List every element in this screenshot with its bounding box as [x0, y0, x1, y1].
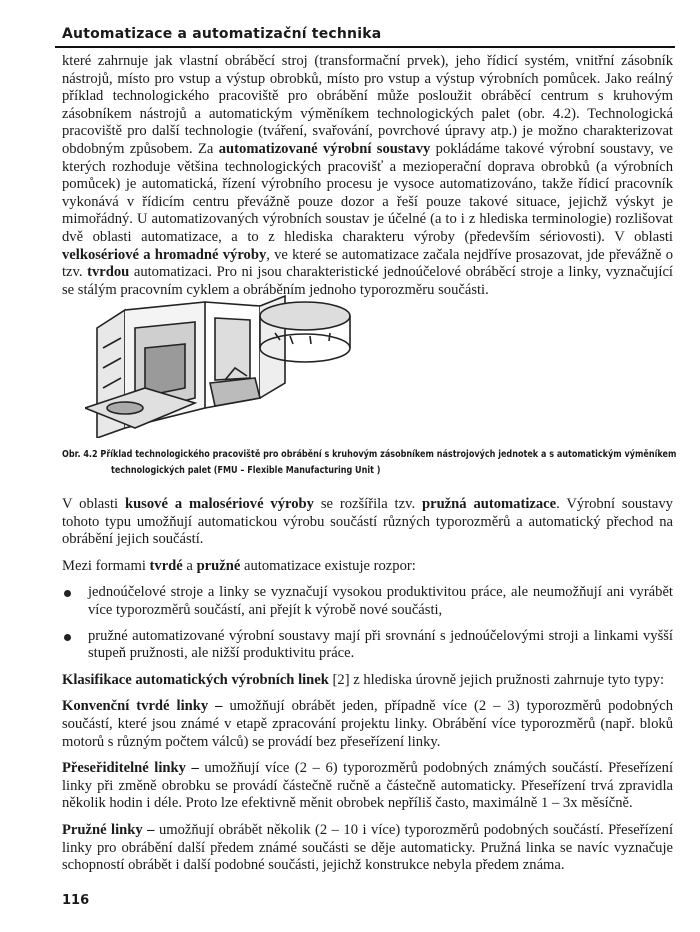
text-run: [2] z hlediska úrovně jejich pružnosti zahrnuje tyto typy:: [328, 671, 665, 688]
bullet-text: jednoúčelové stroje a linky se vyznačují vysokou produktivitou práce, ale neumožňují ani vyrábět více typorozměrů součástí, ani přejít k výrobě nové součásti,: [88, 584, 673, 618]
text-run: a: [182, 557, 197, 574]
bold-term: tvrdou: [87, 264, 130, 281]
text-run: umožňují obrábět jeden, případně více (2 – 3) typorozměrů podobných součástí, které jsou známé v etapě zpracování projektu linky. Obrábění více typorozměrů (např. bloků motorů s různým počtem válců) se provádí bez přeseřízení linky.: [62, 698, 673, 750]
bullet-list: [62, 584, 673, 662]
paragraph: [62, 496, 673, 549]
text-run: které zahrnuje jak vlastní obráběcí stroj (transformační prvek), jeho řídicí systém, vnitřní zásobník nástrojů, místo pro vstup a výstup obrobků, místo pro vstup a výstup výrobních pomůcek. Jako reálný příklad technologického pracoviště pro obrábění může posloužit obráběcí centrum s kruhovým zásobníkem nástrojů a automatickým výměníkem technologických palet (obr. 4.2). Technologická pracoviště pro další technologie (tváření, svařování, povrchové úpravy atp.) je možno charakterizovat obdobným způsobem. Za: [62, 53, 673, 157]
bold-term: Konvenční tvrdé linky –: [62, 698, 223, 715]
body-top: [62, 53, 673, 308]
bullet-icon: [64, 590, 71, 597]
bold-term: tvrdé: [149, 557, 183, 574]
paragraph: [62, 760, 673, 813]
page-number: 116: [62, 893, 90, 908]
paragraph: [62, 672, 673, 690]
bullet-icon: [64, 634, 71, 641]
text-run: automatizace existuje rozpor:: [240, 557, 416, 574]
figure-caption: [62, 447, 677, 479]
text-run: Mezi formami: [62, 557, 150, 574]
bold-term: pružná automatizace: [421, 496, 557, 512]
paragraph: [62, 698, 673, 751]
text-run: se rozšířila tzv.: [313, 496, 422, 512]
text-run: , ve které se automatizace začala nejdříve prosazovat, jde převážně o tzv.: [62, 246, 673, 281]
paragraph: [62, 822, 673, 875]
bold-term: pružné: [196, 557, 241, 574]
bold-term: automatizované výrobní soustavy: [218, 140, 431, 157]
running-header: Automatizace a automatizační technika: [62, 26, 382, 42]
bold-term: kusové a malosériové výroby: [124, 496, 314, 512]
machining-center-illustration: [85, 288, 360, 438]
bold-term: Pružné linky –: [62, 821, 155, 838]
caption-line-2: technologických palet (FMU – Flexible Manufacturing Unit ): [111, 465, 381, 476]
body-bottom: [62, 496, 673, 884]
text-run: pokládáme takové výrobní soustavy, ve kterých rozhoduje většina technologických pracovišť a mezioperační doprava obrobků (a výrobních pomůcek) je automatická, řízení výrobního procesu je vysoce automatizováno, takže řídicí pracovník vykonává v řídicím centru převážně pouze dozor a řeší pouze takové situace, jejichž výskyt je mimořádný. U automatizovaných výrobních soustav je účelné (a to i z hlediska terminologie) rozlišovat dvě oblasti automatizace, a to z hlediska charakteru výroby (především sériovosti). V oblasti: [62, 140, 673, 245]
text-run: automatizaci. Pro ni jsou charakteristické jednoúčelové obráběcí stroje a linky, vyznačující se stálým pracovním cyklem a obráběním jednoho typorozměru součásti.: [62, 264, 673, 298]
text-run: . Výrobní soustavy tohoto typu umožňují automatickou výrobu součástí různých typorozměrů a automatický přechod na obrábění jejich součástí.: [62, 496, 673, 548]
bold-term: Přeseřiditelné linky –: [62, 760, 199, 777]
bold-term: Klasifikace automatických výrobních linek: [62, 671, 329, 688]
bullet-item: [62, 628, 673, 663]
text-run: umožňují obrábět několik (2 – 10 i více) typorozměrů podobných součástí. Přeseřízení linky pro obrábění další předem známé součásti se děje automaticky. Pružná linka se navíc vyznačuje schopností obrábět i další podobné součásti, jejichž konstrukce nebyla předem známa.: [62, 821, 674, 874]
bullet-item: [62, 584, 673, 619]
caption-line-1: Obr. 4.2 Příklad technologického pracoviště pro obrábění s kruhovým zásobníkem nástrojových jednotek a s automatickým výměníkem: [62, 449, 677, 460]
text-run: V oblasti: [62, 496, 125, 512]
paragraph: [62, 558, 673, 576]
paragraph: [62, 53, 673, 299]
bullet-text: pružné automatizované výrobní soustavy mají při srovnání s jednoúčelovými stroji a linkami vyšší stupeň pružnosti, ale nižší produktivitu práce.: [88, 627, 673, 662]
text-run: umožňují více (2 – 6) typorozměrů podobných známých součástí. Přeseřízení linky při změně obrobku se provádí částečně ručně a částečně automaticky. Přeseřízení trvá zpravidla několik hodin i déle. Proto lze efektivně měnit obrobek nepříliš často, maximálně 1 – 3x měsíčně.: [62, 760, 673, 812]
header-rule: [55, 46, 675, 48]
bold-term: velkosériové a hromadné výroby: [62, 246, 267, 263]
